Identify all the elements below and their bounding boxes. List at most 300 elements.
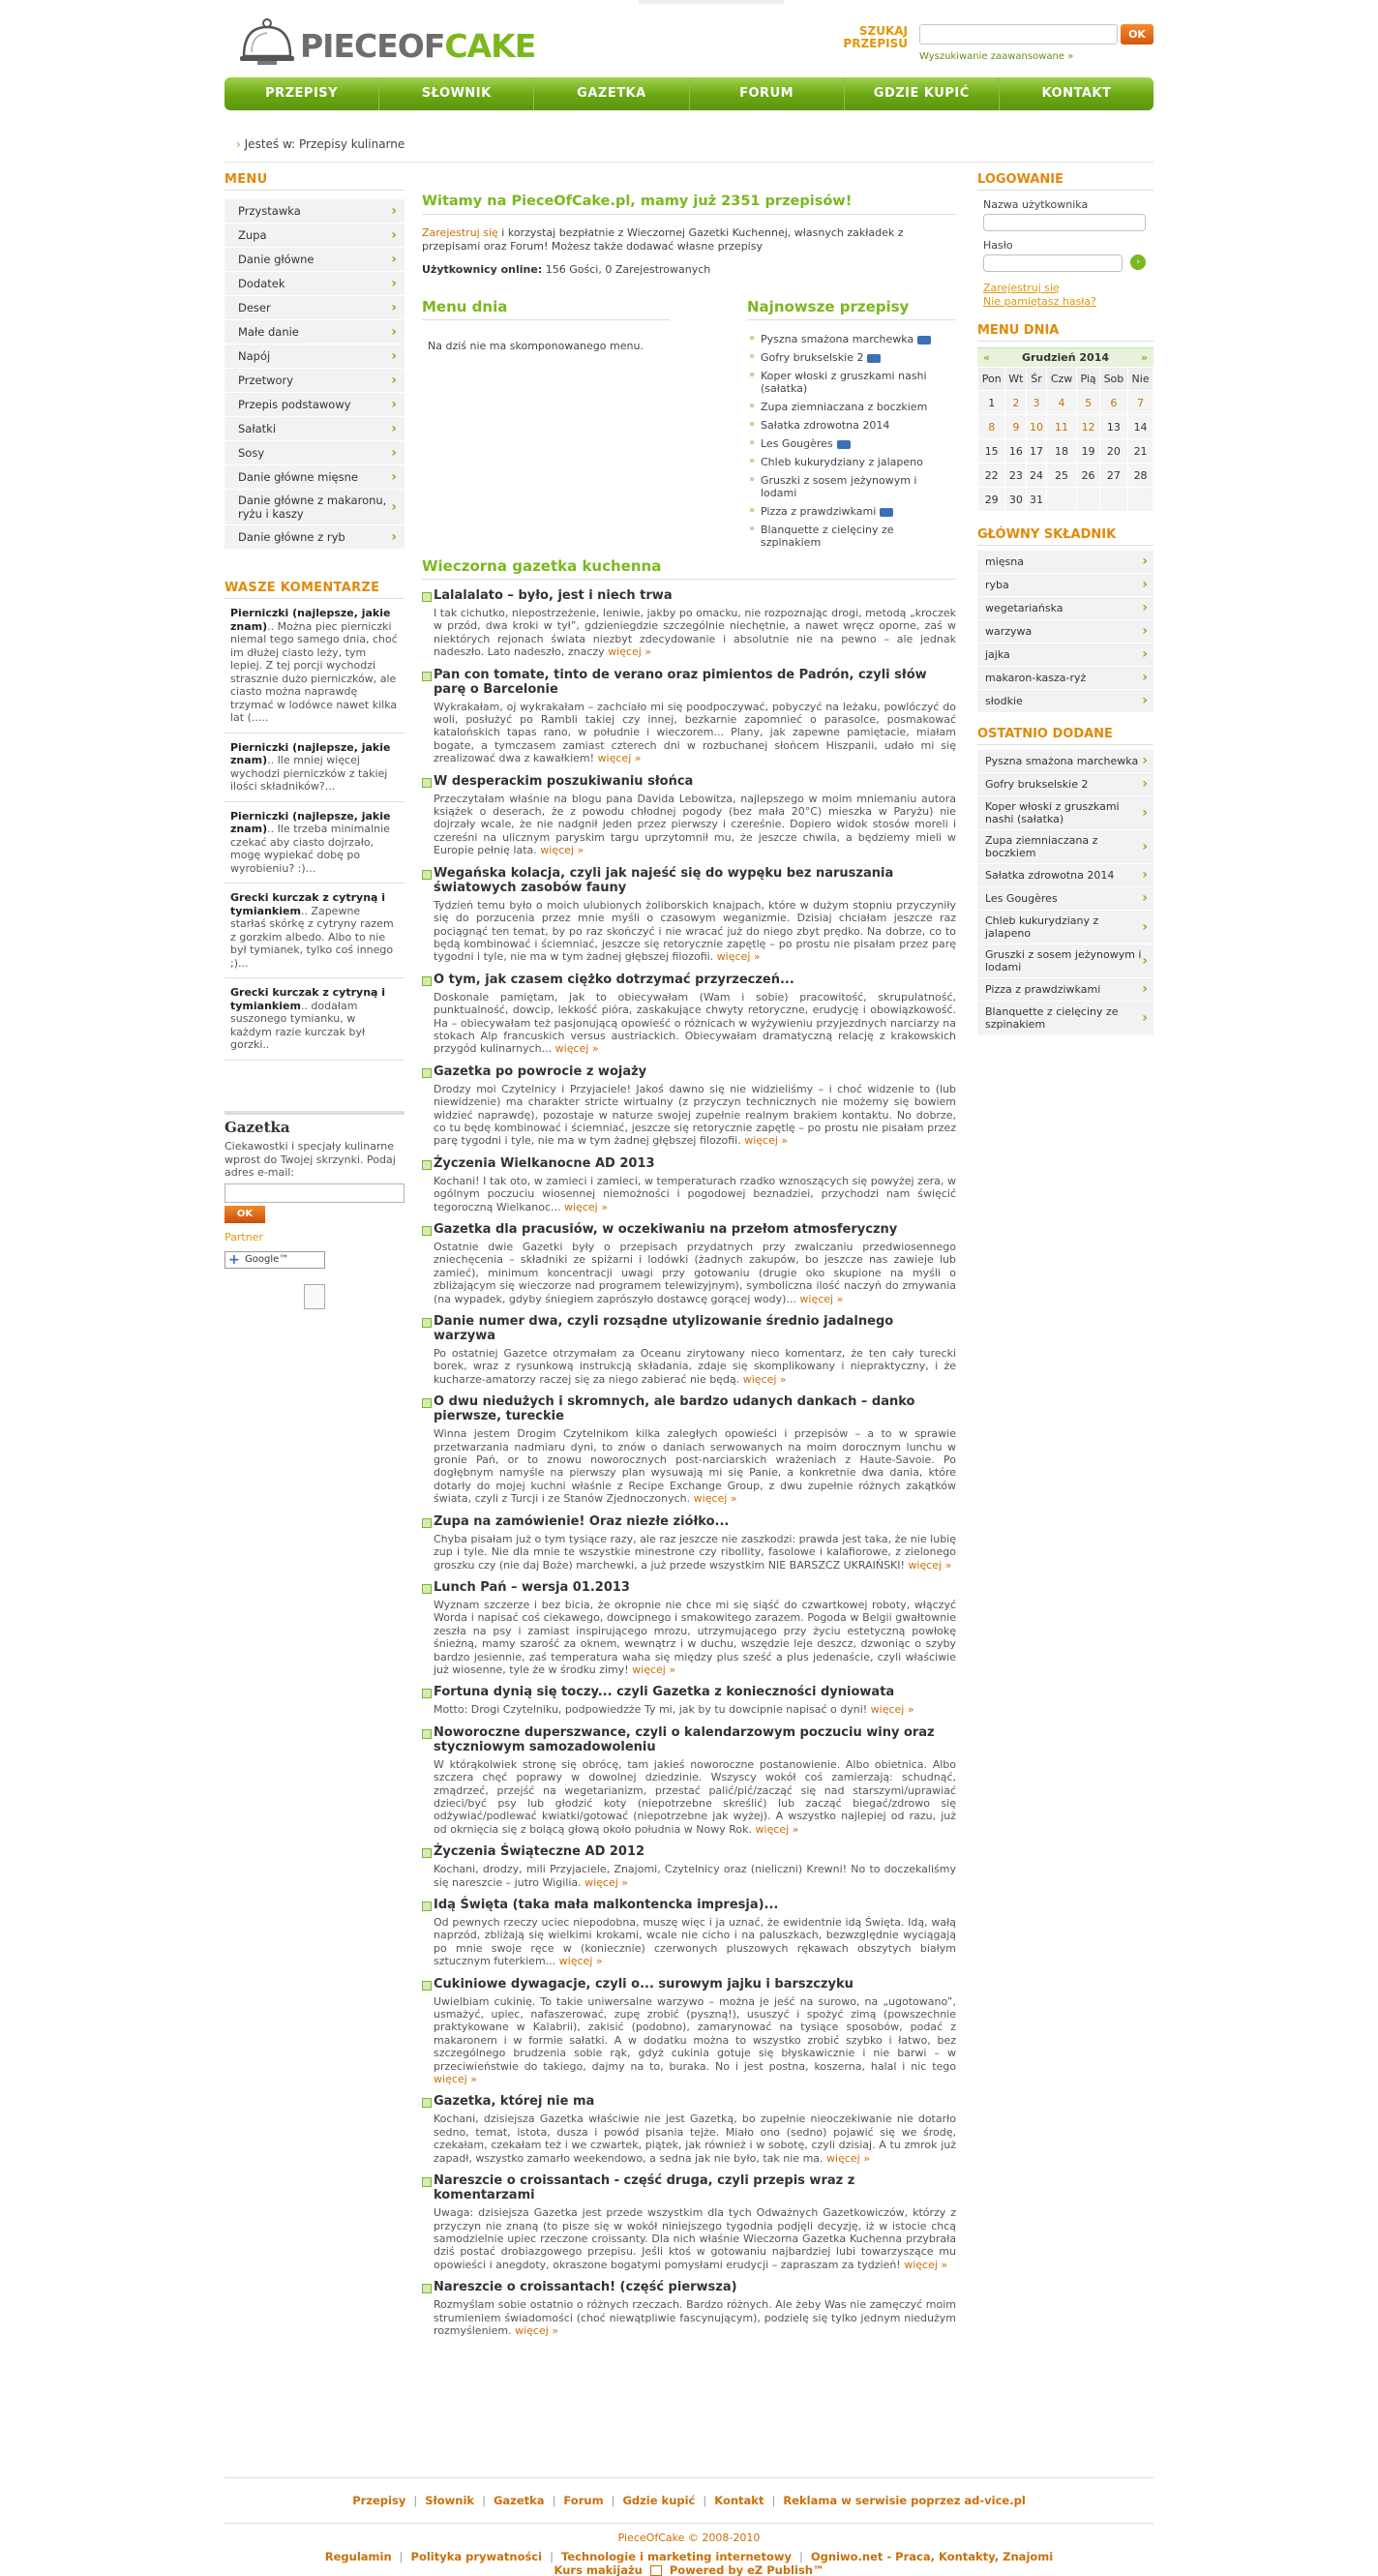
more-link[interactable]: więcej » [632,1662,676,1676]
ingredient-item-label: warzywa [985,625,1033,638]
more-link[interactable]: więcej » [554,1042,599,1056]
ingredient-item[interactable] [977,597,1153,620]
recent-item[interactable] [977,773,1153,796]
article-excerpt [422,1347,956,1386]
calendar-day[interactable] [978,415,1005,439]
more-link[interactable]: więcej » [742,1372,787,1386]
article-excerpt [422,1427,956,1505]
newsletter-title: Gazetka [225,1111,404,1136]
more-link[interactable]: więcej » [716,950,761,964]
article-title[interactable]: Gazetka po powrocie z wojaży [422,1064,956,1079]
comment-title[interactable]: Grecki kurczak z cytryną i tymiankiem [230,891,386,917]
calendar-day[interactable] [1077,391,1099,415]
menu-item[interactable] [225,465,404,490]
footer-link[interactable]: Reklama w serwisie poprzez ad-vice.pl [783,2494,1026,2507]
newest-recipe-label: Pyszna smażona marchewka [761,333,914,345]
newsletter-email-input[interactable] [225,1183,404,1203]
article-excerpt [422,607,956,659]
article-excerpt [422,1533,956,1572]
calendar-day-header: Sob [1099,368,1127,391]
chevron-right-icon: › [391,227,397,243]
article-text: Motto: Drogi Czytelniku, podpowiedzże Ty mi, jak by tu dowcipnie napisać o dyni! [434,1703,868,1717]
comments-title: WASZE KOMENTARZE [225,581,404,599]
article-text: Tydzień temu było o moich ulubionych żoliborskich knajpach, które w dużym stopniu przyczyniły się do porzucenia przez mnie myśli o czasowym weganizmie. Dzisiaj chciałam jeszcze raz pociągnąć ten temat, by po raz skończyć i nie wracać już do niego zbyt prędko. Na dobrze, co to będą kombinować i ściemniać, jeszcze się retorycznie zapętlę – po prostu nie pisałam przez parę tygodni i tyle, nie ma w tym żadnej głębszej filozofii. [434,898,956,964]
menu-item-label: Przetwory [238,374,294,387]
recent-item-label: Gruszki z sosem jeżynowym i lodami [985,948,1142,973]
calendar-day-link[interactable]: 3 [1033,396,1040,409]
calendar-day [1046,488,1077,512]
nav-przepisy[interactable]: PRZEPISY [225,77,379,110]
article-item [422,1314,956,1386]
recent-item[interactable] [977,1002,1153,1035]
calendar-day[interactable] [1099,391,1127,415]
recent-item-label: Blanquette z cielęciny ze szpinakiem [985,1005,1119,1031]
calendar-header [977,347,1153,367]
more-link[interactable]: więcej » [826,2151,870,2165]
comment-text: .. Zapewne starłaś skórkę z cytryny razem z gorzkim albedo. Albo to nie był tymianek, tylko coś innego ;)... [230,904,394,970]
powered-by-link[interactable]: Powered by eZ Publish™ [669,2563,824,2576]
menu-item[interactable] [225,441,404,465]
search-button[interactable]: OK [1121,24,1153,45]
recent-item[interactable] [977,978,1153,1002]
calendar-day: 29 [978,488,1005,512]
ingredient-item[interactable] [977,574,1153,597]
menu-item[interactable] [225,224,404,248]
article-title[interactable]: Życzenia Wielkanocne AD 2013 [422,1156,956,1171]
article-excerpt [422,1083,956,1148]
chevron-right-icon: › [391,300,397,315]
article-title[interactable]: Lalalalato – było, jest i niech trwa [422,588,956,603]
menu-item-label: Danie główne z ryb [238,530,345,544]
recent-item[interactable] [977,887,1153,911]
article-excerpt [422,2206,956,2271]
article-title[interactable]: Noworoczne duperszwance, czyli o kalendarzowym poczuciu winy oraz styczniowym samozadowoleniu [422,1725,956,1754]
article-excerpt [422,1175,956,1213]
ingredient-item-label: ryba [985,579,1009,591]
chevron-right-icon: › [1142,867,1148,883]
article-excerpt [422,1863,956,1889]
article-item [422,1394,956,1505]
copyright: PieceOfCake © 2008-2010 [225,2523,1153,2544]
article-text: Uwaga: dzisiejsza Gazetka jest przede wszystkim dla tych Odważnych Gazetkowiczów, którzy z przyczyn nie znaną (to pisze się w wokół niniejszego tygodnia podjęli decyzję, iż w istocie chcą samodzielnie upiec rzeczone croissanty. Dla nich właśnie Wieczorna Gazetka Kuchenna przybrała dziś postać drobiazgowego przepisu. Jeśli ktoś w gotowaniu najbardziej lubi towarzyszące mu opowieści i anegdoty, okraszone bogatymi pomysłami erudycji – zapraszam za tydzień! [434,2206,956,2271]
footer-links [225,2477,1153,2507]
calendar-day[interactable] [1005,415,1027,439]
recent-item[interactable] [977,796,1153,830]
recent-item[interactable] [977,911,1153,944]
recent-item-label: Sałatka zdrowotna 2014 [985,869,1115,882]
menu-item-label: Danie główne [238,253,315,266]
more-link[interactable]: więcej » [799,1292,844,1305]
recent-item[interactable] [977,750,1153,773]
calendar-grid [977,367,1153,512]
footer-separator: | [399,2550,404,2563]
username-input[interactable] [983,214,1146,231]
article-item [422,668,956,765]
menu-item[interactable] [225,369,404,393]
calendar-next-icon[interactable]: » [1140,351,1148,364]
menu-of-day-title: Menu dnia [422,298,670,320]
camera-icon [867,354,881,363]
footer-course-line [225,2563,1153,2576]
calendar-day: 26 [1077,464,1099,488]
newsletter-ok-button[interactable]: OK [225,1206,265,1223]
chevron-right-icon: › [1142,670,1148,685]
breadcrumb [225,128,1153,163]
article-item [422,973,956,1056]
footer-separator: | [611,2494,615,2507]
more-link[interactable]: więcej » [755,1822,799,1836]
comment-title[interactable]: Grecki kurczak z cytryną i tymiankiem [230,986,386,1012]
ingredient-box [977,527,1153,713]
more-link[interactable]: więcej » [693,1492,737,1506]
newest-recipe-item[interactable] [747,453,956,471]
calendar-day-link[interactable]: 2 [1012,396,1020,409]
chevron-right-icon: › [391,421,397,436]
cake-dome-icon [238,15,294,68]
newsletter-box [225,1111,404,1309]
menu-item[interactable] [225,417,404,441]
nav-gdzie-kupic[interactable]: GDZIE KUPIĆ [845,77,1000,110]
newest-recipe-item[interactable] [747,330,956,348]
calendar-day[interactable] [1027,415,1046,439]
calendar-day: 30 [1005,488,1027,512]
menu-item[interactable] [225,296,404,320]
ingredient-item[interactable] [977,620,1153,644]
recent-box [977,727,1153,1035]
article-title[interactable]: Danie numer dwa, czyli rozsądne utylizowanie średnio jadalnego warzywa [422,1314,956,1343]
newest-recipe-item[interactable] [747,416,956,434]
newest-recipe-item[interactable] [747,521,956,552]
calendar-day: 13 [1099,415,1127,439]
more-link[interactable]: więcej » [744,1134,789,1148]
article-title[interactable]: Fortuna dynią się toczy... czyli Gazetka z konieczności dyniowata [422,1685,956,1699]
calendar-day [1099,488,1127,512]
calendar-day: 19 [1077,439,1099,464]
calendar-day: 23 [1005,464,1027,488]
article-text: Uwielbiam cukinię. To takie uniwersalne warzywo – można je jeść na surowo, na „ugotowano”, usmażyć, upiec, nafaszerować, zupę zrobić (pyszną!), ususzyć i spożyć zimą (powszechnie praktykowane w Kalabrii), zakisić (podobno), zamarynować na tysiące sposobów, podać z makaronem i w formie sałatki. A w dodatku można to wszystko zrobić szybko i łatwo, bez szczególnego brudzenia sobie rąk, gdyż cukinia gotuje się błyskawicznie i nie barwi – w przeciwieństwie do takiego, dajmy na to, buraka. No i jest postna, koszerna, halal i nic tego [434,1994,956,2073]
search-label: SZUKAJ PRZEPISU [843,24,908,50]
footer-link[interactable]: Słownik [425,2494,475,2507]
newest-recipe-item[interactable] [747,348,956,367]
comment-item[interactable] [225,802,404,884]
comment-item[interactable] [225,599,404,734]
article-item [422,1844,956,1889]
footer-separator: | [552,2494,556,2507]
footer-link[interactable]: Gdzie kupić [622,2494,696,2507]
comment-item[interactable] [225,884,404,978]
site-logo[interactable] [238,12,548,70]
article-item [422,1514,956,1572]
article-title[interactable]: Gazetka, której nie ma [422,2094,956,2109]
calendar-day-link[interactable]: 7 [1137,396,1145,409]
footer-separator: | [413,2494,418,2507]
chevron-right-icon: › [391,499,397,515]
newest-recipe-item[interactable] [747,367,956,398]
chevron-right-icon: › [1142,693,1148,708]
footer-link[interactable]: Przepisy [352,2494,406,2507]
menu-item-label: Przystawka [238,204,301,218]
recent-item-label: Gofry brukselskie 2 [985,778,1089,791]
footer-separator: | [550,2550,554,2563]
newest-recipe-item[interactable] [747,398,956,416]
comments-box [225,581,404,1061]
register-text: Zarejestruj się i korzystaj bezpłatnie z Wieczornej Gazetki Kuchennej, własnych zakładek z przepisami oraz Forum! Możesz także dodawać własne przepisy [422,226,904,253]
calendar-day-header: Czw [1046,368,1077,391]
search-input[interactable] [919,24,1118,45]
chevron-right-icon: › [1142,776,1148,792]
chevron-right-icon: › [1142,838,1148,854]
menu-item[interactable] [225,272,404,296]
newest-recipe-label: Blanquette z cielęciny ze szpinakiem [761,524,894,549]
comment-title[interactable]: Pierniczki (najlepsze, jakie znam) [230,740,391,766]
article-text: Chyba pisałam już o tym tysiące razy, ale raz jeszcze nie zaszkodzi: prawda jest taka, że nie lubię zup i tyle. Nie dla mnie te wszystkie minestrone czy ribollity, fasolowe i kalafiorowe, z zielonego groszku czy (nie daj Boże) marchewki, a już przede wszystkim NIE BARSZCZ UKRAIŃSKI! [434,1532,956,1572]
more-link[interactable]: więcej » [558,1955,603,1968]
article-item [422,2094,956,2165]
chevron-right-icon: › [1142,981,1148,997]
more-link[interactable]: więcej » [434,2073,477,2086]
ingredient-item-label: słodkie [985,695,1023,707]
chevron-right-icon: › [391,445,397,461]
article-title[interactable]: Gazetka dla pracusiów, w oczekiwaniu na przełom atmosferyczny [422,1222,956,1237]
article-text: Kochani! I tak oto, w zamieci i zamieci, w temperaturach rzadko wznoszących się powyżej zera, w ogólnym poczuciu wiosennej niemożności i pogodowej beznadziei, przychodzi nam święcić tegoroczną Wielkanoc... [434,1174,956,1213]
article-text: I tak cichutko, niepostrzeżenie, leniwie, jakby po omacku, nie rozpoznając drogi, metodą „kroczek w przód, dwa kroki w tył”, gdzieniegdzie szczególnie niechętnie, a nawet wręcz oporne, zaś w niektórych rejonach świata niezbyt zdecydowanie i absolutnie nie na pewno – ale jednak nadeszło. Lato nadeszło, znaczy [434,607,956,659]
evening-gazette [422,557,956,2337]
partner-link[interactable]: Partner [225,1230,263,1243]
more-link[interactable]: więcej » [904,2258,948,2271]
article-title[interactable]: W desperackim poszukiwaniu słońca [422,774,956,789]
recent-item[interactable] [977,944,1153,978]
newest-recipe-label: Les Gougères [761,437,833,450]
login-go-icon[interactable]: › [1130,255,1146,270]
article-excerpt [422,1758,956,1836]
calendar-day: 25 [1046,464,1077,488]
comment-text: .. dodałam suszonego tymianku, w każdym razie kurczak był gorzki.. [230,999,366,1051]
advanced-search-link[interactable]: Wyszukiwanie zaawansowane » [919,51,1074,62]
recent-item-label: Koper włoski z gruszkami nashi (sałatka) [985,800,1120,825]
footer-link[interactable]: Forum [563,2494,604,2507]
menu-item[interactable] [225,490,404,525]
chevron-right-icon: › [1142,646,1148,662]
chevron-right-icon: › [1142,577,1148,592]
calendar-day: 16 [1005,439,1027,464]
more-link[interactable]: więcej » [584,1875,629,1889]
menu-item[interactable] [225,199,404,224]
calendar-title: MENU DNIA [977,323,1153,342]
more-link[interactable]: więcej » [515,2323,558,2337]
calendar-day: 27 [1099,464,1127,488]
footer [225,2477,1153,2576]
password-input[interactable] [983,255,1123,272]
menu-of-day [422,298,670,352]
chevron-right-icon: › [1142,952,1148,969]
article-item [422,1580,956,1676]
footer-bottom-link[interactable]: Technologie i marketing internetowy [561,2550,792,2563]
register-link-right[interactable]: Zarejestruj się [983,282,1060,294]
ingredient-item-label: makaron-kasza-ryż [985,672,1087,684]
comment-text: .. Ile trzeba minimalnie czekać aby ciasto dojrzało, mogę wypiekać dobę po wyrobieniu? :)... [230,823,390,875]
calendar-day[interactable] [1046,415,1077,439]
welcome-heading: Witamy na PieceOfCake.pl, mamy już 2351 przepisów! [422,194,956,215]
ingredient-title: GŁÓWNY SKŁADNIK [977,527,1153,546]
calendar-day-link[interactable]: 5 [1085,396,1093,409]
comment-text: .. Można piec pierniczki niemal tego samego dnia, choć im dłużej ciasto leży, tym lepiej. Z tej porcji wychodzi strasznie dużo pierniczków, ale ciasto można naprawdę trzymać w lodówce nawet kilka lat (..... [230,619,398,724]
menu-item[interactable] [225,525,404,550]
footer-bottom-link[interactable]: Regulamin [324,2550,392,2563]
more-link[interactable]: więcej » [908,1558,952,1572]
more-link[interactable]: więcej » [564,1200,608,1213]
more-link[interactable]: więcej » [597,752,642,765]
article-title[interactable]: Pan con tomate, tinto de verano oraz pimientos de Padrón, czyli słów parę o Barcelonie [422,668,956,697]
article-title[interactable]: Nareszcie o croissantach - część druga, czyli przepis wraz z komentarzami [422,2173,956,2202]
calendar-day[interactable] [1128,391,1153,415]
chevron-right-icon: › [391,348,397,364]
article-title[interactable]: Nareszcie o croissantach! (część pierwsza) [422,2280,956,2294]
calendar-day-header: Śr [1027,368,1046,391]
article-text: Po ostatniej Gazetce otrzymałam za Oceanu zirytowany nieco komentarz, że ten cały turecki borek, wraz z rysunkową instrukcją składania, zdaje się skomplikowany i niepraktyczny, i że kucharze-amatorzy raczej się za niego zabierać nie będą. [434,1347,956,1386]
newest-recipe-label: Gruszki z sosem jeżynowym i lodami [761,474,917,499]
top-strip [639,0,784,4]
article-excerpt [422,1703,956,1716]
menu-item[interactable] [225,248,404,272]
password-label: Hasło [983,239,1013,252]
calendar-day-link[interactable]: 9 [1012,420,1020,434]
footer-bottom-link[interactable]: Ogniwo.net - Praca, Kontakty, Znajomi [810,2550,1054,2563]
calendar-day[interactable] [1027,391,1046,415]
article-title[interactable]: Życzenia Świąteczne AD 2012 [422,1844,956,1859]
calendar-day-link[interactable]: 11 [1055,420,1069,434]
chevron-right-icon: › [391,373,397,388]
calendar-day-link[interactable]: 6 [1110,396,1118,409]
article-excerpt [422,2298,956,2337]
course-link[interactable]: Kurs makijażu [554,2563,643,2576]
article-title[interactable]: Lunch Pań – wersja 01.2013 [422,1580,956,1595]
calendar-day-link[interactable]: 4 [1058,396,1065,409]
calendar-day-link[interactable]: 10 [1030,420,1043,434]
menu-item[interactable] [225,320,404,344]
newest-recipes-title: Najnowsze przepisy [747,298,956,320]
article-text: W którąkolwiek stronę się obrócę, tam jakieś noworoczne postanowienie. Albo obietnica. Albo szczera chęć poprawy w dowolnej dziedzinie. Wszyscy wokół coś zamierzają: schudnąć, zmądrzeć, przejść na wegetarianizm, przestać palić/pić/zacząć się nad starszymi/uprawiać dzieci/być psy lub głodzić koty (niepotrzebne skreślić) lub zacząć biegać/zdrowo się odżywiać/podlewać kwiatki/gotować (niepotrzebne jak wyżej). A wszystko najlepiej od razu, już od okrnięcia się z bolącą głową około południa w Nowy Rok. [434,1757,956,1836]
recent-item-label: Zupa ziemniaczana z boczkiem [985,834,1098,859]
ingredient-item[interactable] [977,551,1153,574]
register-link[interactable]: Zarejestruj się [422,226,498,239]
calendar-day [1128,488,1153,512]
article-title[interactable]: Idą Święta (taka mała malkontencka impresja)... [422,1898,956,1912]
calendar-day-link[interactable]: 12 [1081,420,1095,434]
nav-forum[interactable]: FORUM [690,77,845,110]
calendar-day[interactable] [1005,391,1027,415]
chevron-right-icon: › [391,469,397,485]
chevron-right-icon: › [391,529,397,545]
calendar-day: 1 [978,391,1005,415]
article-item [422,1156,956,1213]
comment-item[interactable] [225,734,404,802]
username-label: Nazwa użytkownika [983,198,1089,211]
chevron-right-icon: › [391,397,397,412]
chevron-right-icon: › [1142,623,1148,639]
footer-link[interactable]: Kontakt [714,2494,764,2507]
article-excerpt [422,991,956,1056]
more-link[interactable]: więcej » [608,645,652,659]
add-to-google-button[interactable]: + Google™ [225,1251,325,1269]
recent-item[interactable] [977,830,1153,864]
more-link[interactable]: więcej » [870,1703,914,1717]
footer-separator: | [771,2494,776,2507]
menu-item-label: Danie główne z makaronu, ryżu i kaszy [238,494,387,521]
ingredient-item[interactable] [977,690,1153,713]
comment-text: .. Ile mniej więcej wychodzi pierniczków z takiej ilości składników?... [230,754,388,793]
calendar-day-header: Nie [1128,368,1153,391]
calendar-day[interactable] [1046,391,1077,415]
nav-gazetka[interactable]: GAZETKA [534,77,689,110]
article-text: Od pewnych rzeczy uciec niepodobna, muszę więc i ja uznać, że ewidentnie idą Święta. Idą, wałą naprzód, zbliżają się wielkimi krokami, wcale nie cicho i na paluszkach, bezwzględnie wyciągają po mnie swoje ręce w (koniecznie) czerwonych pluszowych rękawach obszytych białym sztucznym futerkiem... [434,1916,956,1968]
footer-link[interactable]: Gazetka [493,2494,545,2507]
article-title[interactable]: Zupa na zamówienie! Oraz niezłe ziółko... [422,1514,956,1529]
menu-of-day-empty: Na dziś nie ma skomponowanego menu. [428,340,644,352]
nav-slownik[interactable]: SŁOWNIK [379,77,534,110]
comment-title[interactable]: Pierniczki (najlepsze, jakie znam) [230,607,391,633]
chevron-right-icon: › [1142,600,1148,615]
calendar-day-link[interactable]: 8 [988,420,996,434]
article-item [422,866,956,964]
ingredient-item[interactable] [977,644,1153,667]
calendar-prev-icon[interactable]: « [983,351,991,364]
article-title[interactable]: Cukiniowe dywagacje, czyli o... surowym jajku i barszczyku [422,1977,956,1992]
calendar-day[interactable] [1077,415,1099,439]
comment-item[interactable] [225,978,404,1061]
newest-recipe-label: Chleb kukurydziany z jalapeno [761,456,923,468]
menu-item-label: Napój [238,349,271,363]
calendar-day-header: Pią [1077,368,1099,391]
chevron-right-icon: › [1142,804,1148,821]
article-title[interactable]: O tym, jak czasem ciężko dotrzymać przyrzeczeń... [422,973,956,987]
newest-recipe-label: Koper włoski z gruszkami nashi (sałatka) [761,370,927,395]
document-icon[interactable] [304,1284,325,1309]
newest-recipe-item[interactable] [747,434,956,453]
article-item [422,1064,956,1148]
article-excerpt [422,2112,956,2165]
nav-kontakt[interactable]: KONTAKT [1041,86,1112,101]
calendar-day: 31 [1027,488,1046,512]
newest-recipe-item[interactable] [747,471,956,502]
newest-recipe-label: Sałatka zdrowotna 2014 [761,419,890,432]
more-link[interactable]: więcej » [540,844,584,857]
chevron-right-icon: › [1142,918,1148,935]
ez-logo-icon [650,2565,662,2576]
article-text: Kochani, dzisiejsza Gazetka właściwie nie jest Gazetką, bo zupełnie nieoczekiwanie nie dotarło sedno, temat, istota, dusza i powód pisania tejże. Miało ono (sedno) pojawić się we środę, czekałam, czekałam też i we czwartek, piątek, jak również i w sobotę, czyli dzisiaj. A tu zmrok już zapadł, wszystko zamarło weekendowo, a sedna jak nie było, tak nie ma. [434,2112,956,2165]
calendar-day: 22 [978,464,1005,488]
calendar-day: 18 [1046,439,1077,464]
chevron-right-icon: › [391,203,397,219]
comment-title[interactable]: Pierniczki (najlepsze, jakie znam) [230,809,391,835]
recent-title: OSTATNIO DODANE [977,727,1153,745]
footer-bottom-link[interactable]: Polityka prywatności [410,2550,543,2563]
menu-item[interactable] [225,344,404,369]
article-item [422,2280,956,2337]
forgot-password-link[interactable]: Nie pamiętasz hasła? [983,295,1097,308]
login-title: LOGOWANIE [977,172,1153,191]
article-title[interactable]: O dwu niedużych i skromnych, ale bardzo udanych dankach – danko pierwsze, tureckie [422,1394,956,1423]
calendar-day: 14 [1128,415,1153,439]
calendar-day: 24 [1027,464,1046,488]
chevron-right-icon: › [391,324,397,340]
recent-item[interactable] [977,864,1153,887]
article-title[interactable]: Wegańska kolacja, czyli jak najeść się do wypęku bez naruszania światowych zasobów fauny [422,866,956,895]
ingredient-item[interactable] [977,667,1153,690]
breadcrumb-arrow-icon: › [236,137,241,151]
menu-item[interactable] [225,393,404,417]
newest-recipe-item[interactable] [747,502,956,521]
article-item [422,774,956,857]
